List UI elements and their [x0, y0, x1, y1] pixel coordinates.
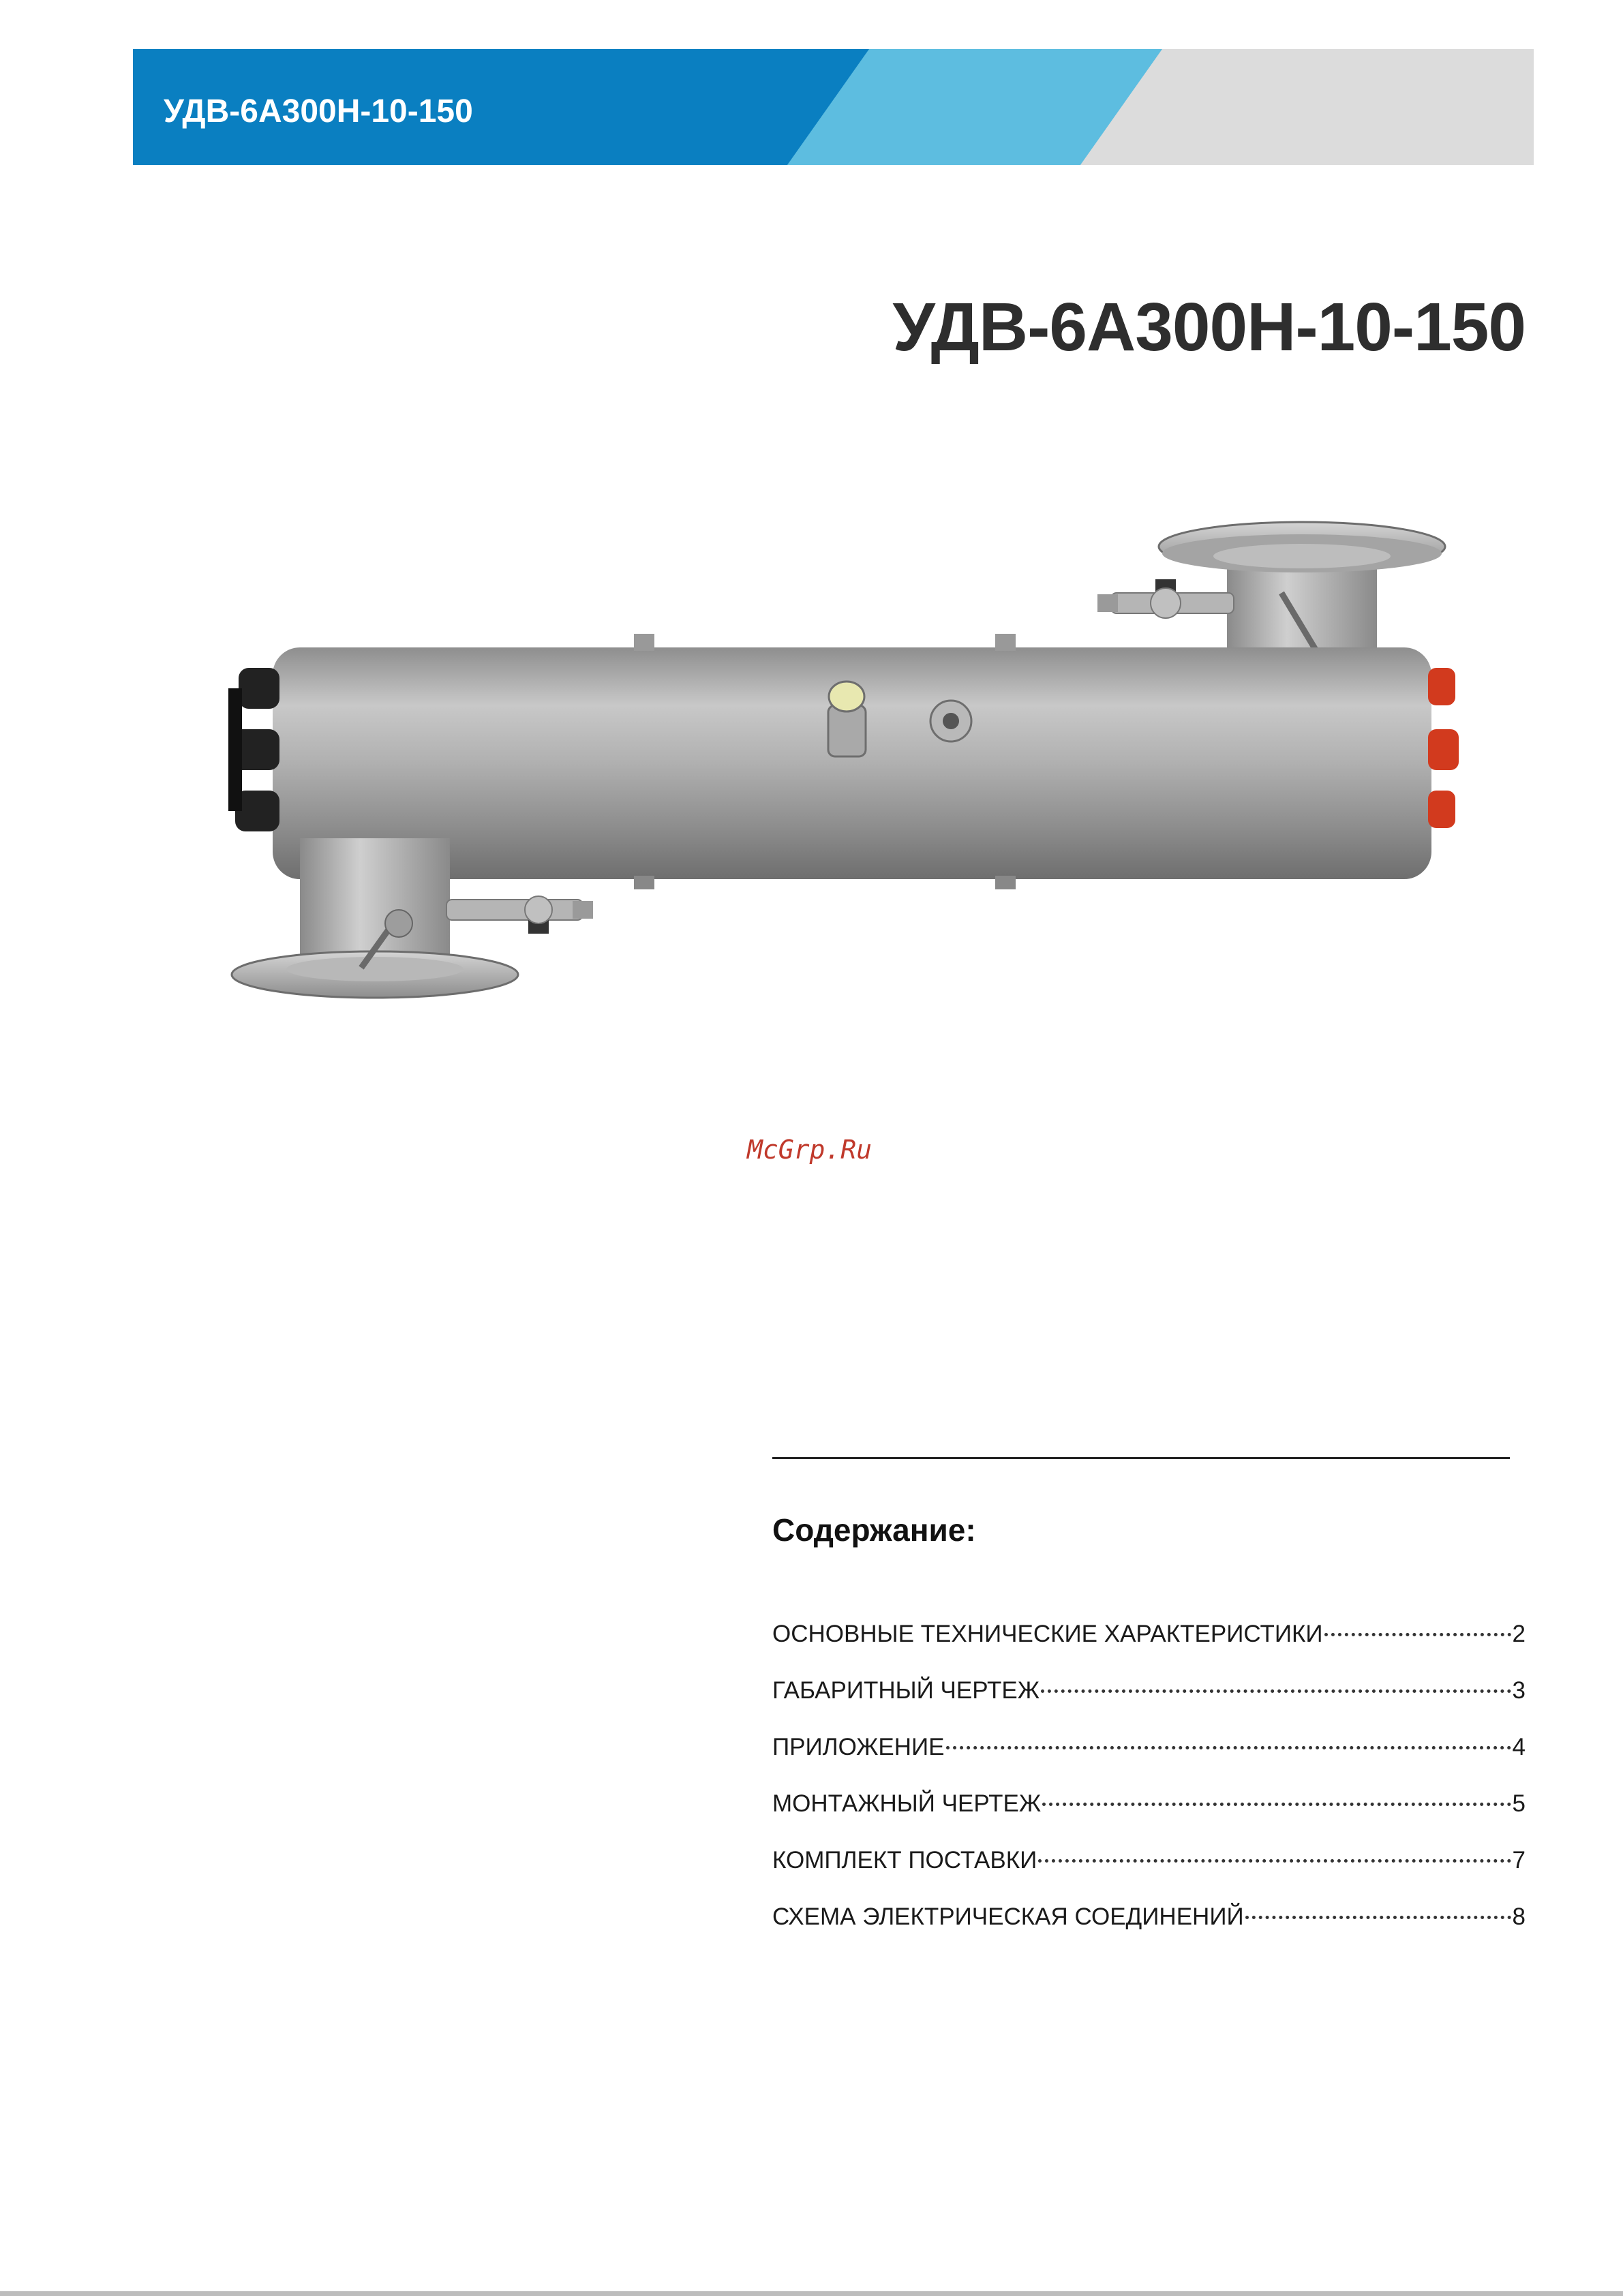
toc-item-label: ГАБАРИТНЫЙ ЧЕРТЕЖ [772, 1677, 1040, 1704]
watermark: McGrp.Ru [747, 1135, 873, 1165]
left-connectors [228, 668, 279, 831]
toc-item-label: МОНТАЖНЫЙ ЧЕРТЕЖ [772, 1790, 1042, 1817]
bottom-valve [446, 896, 593, 934]
toc-dot-leader [946, 1746, 1511, 1749]
uv-sterilizer-illustration [225, 511, 1459, 1015]
toc-item[interactable] [772, 1677, 1526, 1734]
toc-item-label: СХЕМА ЭЛЕКТРИЧЕСКАЯ СОЕДИНЕНИЙ [772, 1903, 1244, 1930]
toc-heading: Содержание: [772, 1512, 976, 1548]
header-title: УДВ-6А300Н-10-150 [164, 93, 473, 129]
toc-item[interactable] [772, 1621, 1526, 1677]
right-connectors [1428, 668, 1459, 828]
uv-sterilizer-icon [225, 511, 1459, 1015]
toc-item-page: 7 [1512, 1847, 1526, 1873]
toc-dot-leader [1041, 1689, 1511, 1693]
toc-dot-leader [1245, 1916, 1511, 1919]
toc-item-label: ОСНОВНЫЕ ТЕХНИЧЕСКИЕ ХАРАКТЕРИСТИКИ [772, 1621, 1323, 1647]
toc-item-page: 8 [1512, 1903, 1526, 1930]
toc-item-label: ПРИЛОЖЕНИЕ [772, 1734, 945, 1760]
toc-dot-leader [1324, 1633, 1511, 1636]
toc-item-page: 5 [1512, 1790, 1526, 1817]
toc-list [772, 1621, 1526, 1960]
toc-item-page: 3 [1512, 1677, 1526, 1704]
page-title: УДВ-6А300Н-10-150 [892, 289, 1526, 365]
top-valve [1097, 579, 1234, 618]
bottom-rule [0, 2291, 1623, 2296]
toc-divider [772, 1457, 1510, 1459]
toc-item[interactable] [772, 1790, 1526, 1847]
toc-dot-leader [1042, 1803, 1511, 1806]
toc-item[interactable] [772, 1734, 1526, 1790]
toc-item-page: 2 [1512, 1621, 1526, 1647]
toc-dot-leader [1038, 1859, 1511, 1863]
toc-item[interactable] [772, 1847, 1526, 1903]
toc-item-label: КОМПЛЕКТ ПОСТАВКИ [772, 1847, 1037, 1873]
toc-item[interactable] [772, 1903, 1526, 1960]
toc-item-page: 4 [1512, 1734, 1526, 1760]
